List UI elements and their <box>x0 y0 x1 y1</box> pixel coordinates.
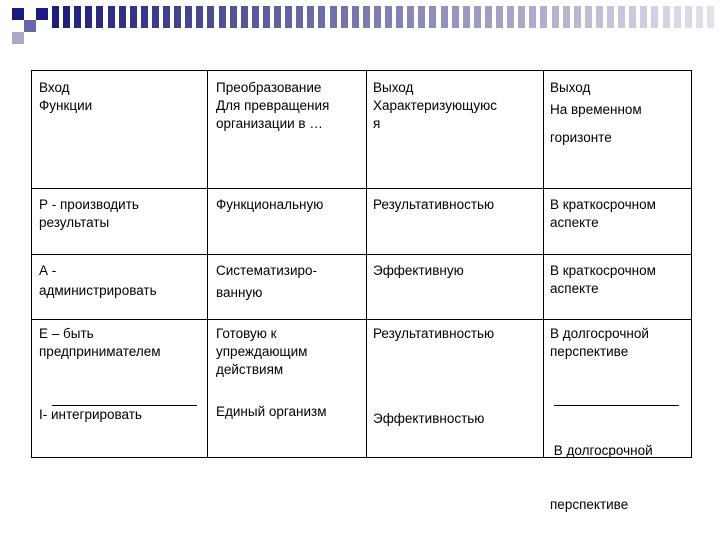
deco-strip-bar <box>651 6 658 28</box>
row-a-function <box>39 262 157 300</box>
cell-line: Результативностью <box>373 326 495 341</box>
row-p-horizon <box>550 196 656 232</box>
cell-line: На временном <box>550 102 642 117</box>
cell-line: Выход <box>373 80 414 95</box>
deco-square-dark <box>36 8 48 20</box>
cell-line: В долгосрочной <box>550 326 649 341</box>
deco-strip-bar <box>696 6 703 28</box>
row-i-horizon <box>550 406 653 550</box>
deco-strip-bar <box>163 6 170 28</box>
deco-strip-bar <box>518 6 525 28</box>
deco-strip-bar <box>507 6 514 28</box>
cell-line: горизонте <box>550 130 612 145</box>
column-divider <box>207 71 208 457</box>
header-cell-output <box>373 79 497 133</box>
row-e-output <box>373 325 494 343</box>
deco-strip-bar <box>396 6 403 28</box>
cell-line: аспекте <box>550 281 599 296</box>
deco-strip-bar <box>108 6 115 28</box>
deco-strip-bar <box>552 6 559 28</box>
deco-strip-bar <box>674 6 681 28</box>
row-e-horizon <box>550 325 649 361</box>
deco-strip-bar <box>374 6 381 28</box>
deco-strip-bar <box>219 6 226 28</box>
deco-strip-bar <box>230 6 237 28</box>
row-a-horizon <box>550 262 656 298</box>
deco-strip-bar <box>496 6 503 28</box>
cell-line: аспекте <box>550 215 599 230</box>
deco-gradient-strip <box>52 6 720 28</box>
deco-strip-bar <box>618 6 625 28</box>
deco-strip-bar <box>74 6 81 28</box>
cell-line: В краткосрочном <box>550 263 656 278</box>
deco-strip-bar <box>629 6 636 28</box>
cell-line: ванную <box>216 285 263 300</box>
deco-strip-bar <box>574 6 581 28</box>
row-i-transformation <box>216 403 327 421</box>
deco-strip-bar <box>285 6 292 28</box>
header-cell-horizon <box>550 79 642 147</box>
row-p-function <box>39 196 139 232</box>
deco-strip-bar <box>352 6 359 28</box>
cell-line: Р - производить <box>39 197 139 212</box>
cell-line: Готовую к <box>216 326 277 341</box>
deco-strip-bar <box>274 6 281 28</box>
deco-strip-bar <box>441 6 448 28</box>
deco-strip-bar <box>341 6 348 28</box>
row-a-transformation <box>216 262 317 302</box>
main-table <box>31 70 692 512</box>
column-divider <box>543 71 544 457</box>
cell-line: организации в … <box>216 116 323 131</box>
deco-strip-bar <box>663 6 670 28</box>
cell-line: администрировать <box>39 283 157 298</box>
deco-strip-bar <box>141 6 148 28</box>
cell-line: предпринимателем <box>39 344 161 359</box>
deco-strip-bar <box>307 6 314 28</box>
cell-line: упреждающим <box>216 344 308 359</box>
deco-strip-bar <box>152 6 159 28</box>
deco-strip-bar <box>474 6 481 28</box>
cell-line: Выход <box>550 80 591 95</box>
row-i-function <box>39 406 142 424</box>
deco-strip-bar <box>418 6 425 28</box>
row-e-transformation <box>216 325 307 379</box>
deco-strip-bar <box>585 6 592 28</box>
cell-line: Результативностью <box>373 197 495 212</box>
deco-strip-bar <box>463 6 470 28</box>
cell-line: В краткосрочном <box>550 197 656 212</box>
deco-strip-bar <box>596 6 603 28</box>
deco-strip-bar <box>485 6 492 28</box>
deco-strip-bar <box>529 6 536 28</box>
deco-strip-bar <box>330 6 337 28</box>
deco-strip-bar <box>429 6 436 28</box>
row-divider <box>32 319 691 320</box>
deco-strip-bar <box>196 6 203 28</box>
cell-line: В долгосрочной <box>550 443 653 458</box>
row-divider <box>32 188 691 189</box>
deco-strip-bar <box>685 6 692 28</box>
deco-strip-bar <box>96 6 103 28</box>
deco-strip-bar <box>640 6 647 28</box>
deco-strip-bar <box>207 6 214 28</box>
cell-line: Характеризующуюс <box>373 98 497 113</box>
deco-strip-bar <box>174 6 181 28</box>
deco-strip-bar <box>363 6 370 28</box>
cell-line: перспективе <box>550 497 629 512</box>
cell-line: А - <box>39 263 57 278</box>
deco-strip-bar <box>241 6 248 28</box>
deco-square-mid <box>24 20 36 32</box>
deco-square-dark <box>12 8 24 20</box>
deco-strip-bar <box>85 6 92 28</box>
cell-line: Вход <box>39 80 70 95</box>
row-p-transformation <box>216 196 323 214</box>
deco-strip-bar <box>452 6 459 28</box>
cell-line: Для превращения <box>216 98 330 113</box>
cell-line: я <box>373 116 381 131</box>
deco-strip-bar <box>130 6 137 28</box>
cell-line: Эффективностью <box>373 411 485 426</box>
deco-strip-bar <box>540 6 547 28</box>
cell-line: Функциональную <box>216 197 324 212</box>
deco-strip-bar <box>607 6 614 28</box>
row-divider <box>32 254 691 255</box>
deco-strip-bar <box>707 6 714 28</box>
deco-strip-bar <box>263 6 270 28</box>
cell-line: Единый организм <box>216 404 327 419</box>
cell-line: Эффективную <box>373 263 464 278</box>
deco-square-grey <box>12 32 24 44</box>
deco-strip-bar <box>407 6 414 28</box>
header-cell-transformation <box>216 79 329 133</box>
cell-line: I- интегрировать <box>39 407 142 422</box>
cell-line: действиям <box>216 362 284 377</box>
deco-strip-bar <box>52 6 59 28</box>
deco-strip-bar <box>63 6 70 28</box>
cell-line: Е – быть <box>39 326 94 341</box>
cell-line: результаты <box>39 215 110 230</box>
cell-line: Систематизиро- <box>216 263 318 278</box>
column-divider <box>366 71 367 457</box>
row-a-output <box>373 262 464 280</box>
deco-strip-bar <box>252 6 259 28</box>
row-i-output <box>373 410 484 428</box>
decorative-header <box>0 0 720 50</box>
cell-line: Преобразование <box>216 80 322 95</box>
deco-strip-bar <box>296 6 303 28</box>
row-p-output <box>373 196 494 214</box>
deco-strip-bar <box>563 6 570 28</box>
cell-line: перспективе <box>550 344 629 359</box>
header-cell-input <box>39 79 92 115</box>
deco-strip-bar <box>385 6 392 28</box>
row-e-function <box>39 325 161 361</box>
cell-line: Функции <box>39 98 93 113</box>
deco-strip-bar <box>185 6 192 28</box>
deco-strip-bar <box>318 6 325 28</box>
deco-strip-bar <box>119 6 126 28</box>
